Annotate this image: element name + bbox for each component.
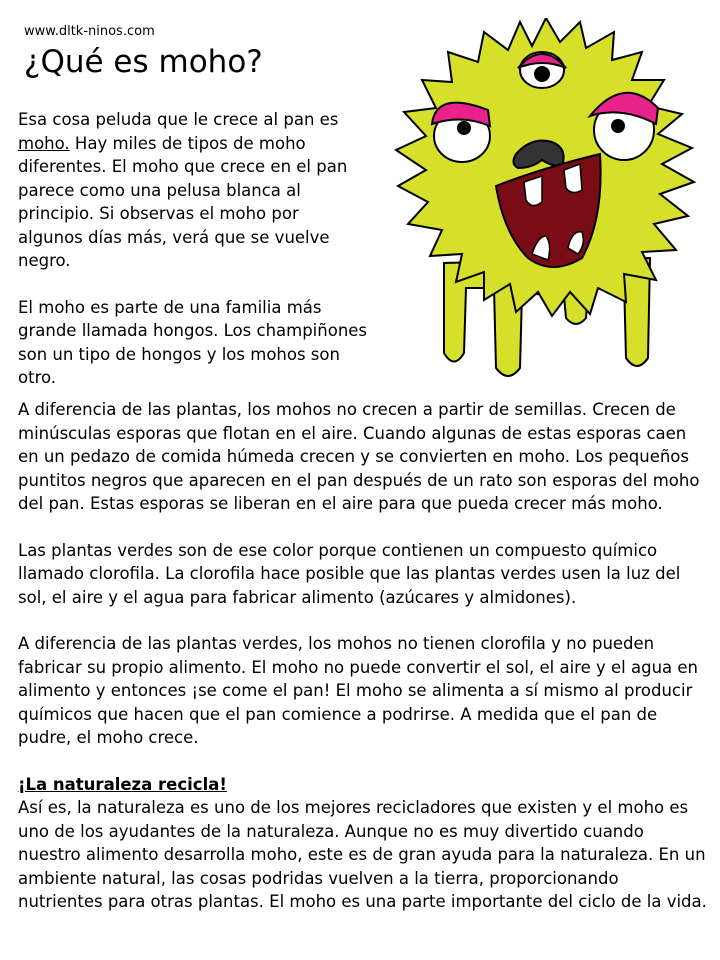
- main-body: [18, 398, 708, 937]
- body-paragraph-spores: A diferencia de las plantas, los mohos no crecen a partir de semillas. Crecen de minúsculas esporas que flotan en el aire. Cuando algunas de estas esporas caen en un pedazo de comida húmeda crecen y se convierten en moho. Los pequeños puntitos negros que aparecen en el pan después de un rato son esporas del moho del pan. Estas esporas se liberan en el aire para que pueda crecer más moho.: [18, 400, 700, 513]
- intro-paragraph-2: El moho es parte de una familia más grande llamada hongos. Los champiñones son un tipo de hongos y los mohos son otro.: [18, 297, 368, 387]
- site-url: www.dltk-ninos.com: [24, 24, 155, 39]
- page-title: ¿Qué es moho?: [24, 44, 263, 80]
- moho-term: moho.: [18, 133, 70, 153]
- mold-monster-illustration: [392, 18, 700, 378]
- recycle-heading: ¡La naturaleza recicla!: [18, 774, 227, 794]
- monster-tooth: [524, 176, 542, 206]
- body-paragraph-eats-bread: A diferencia de las plantas verdes, los mohos no tienen clorofila y no pueden fabricar su propio alimento. El moho no puede convertir el sol, el aire y el agua en alimento y entonces ¡se come el pan! El moho se alimenta a sí mismo al producir químicos que hacen que el pan comience a podrirse. A medida que el pan de pudre, el moho crece.: [18, 634, 698, 747]
- body-paragraph-recycle: Así es, la naturaleza es uno de los mejores recicladores que existen y el moho es uno de los ayudantes de la naturaleza. Aunque no es muy divertido cuando nuestro alimento desarrolla moho, este es de gran ayuda para la naturaleza. En un ambiente natural, las cosas podridas vuelven a la tierra, proporcionando nutrientes para otras plantas. El moho es una parte importante del ciclo de la vida.: [18, 798, 707, 911]
- intro-paragraph-1: Esa cosa peluda que le crece al pan es moho. Hay miles de tipos de moho diferentes. El moho que crece en el pan parece como una pelusa blanca al principio. Si observas el moho por algunos días más, verá que se vuelve negro.: [18, 110, 348, 270]
- body-paragraph-chlorophyll: Las plantas verdes son de ese color porque contienen un compuesto químico llamado clorofila. La clorofila hace posible que las plantas verdes usen la luz del sol, el aire y el agua para fabricar alimento (azúcares y almidones).: [18, 540, 681, 607]
- intro-section: [18, 108, 368, 413]
- monster-tooth: [564, 164, 582, 193]
